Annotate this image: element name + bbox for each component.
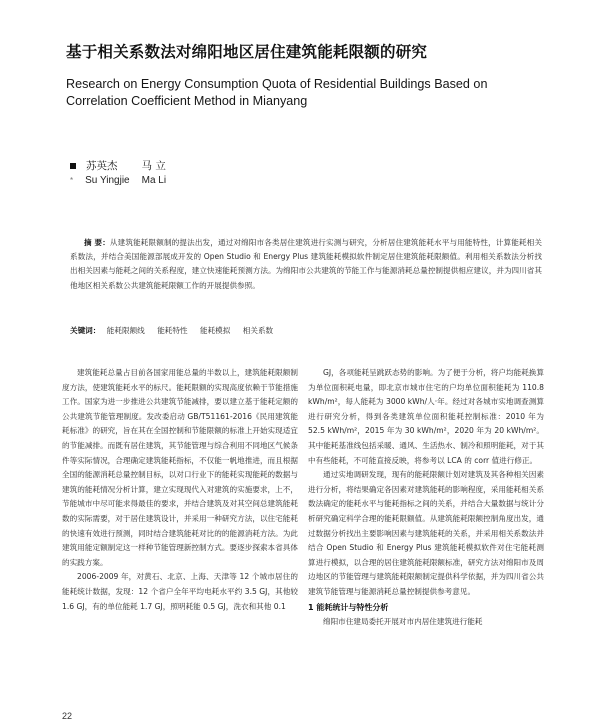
section-heading: 1 能耗统计与特性分析 <box>308 602 389 612</box>
body-paragraph: GJ，各项能耗呈跳跃态势的影响。为了便于分析，将户均能耗换算为单位面积耗电量，即北京市城市住宅的户均单位面积能耗为 110.8 kWh/m²，每人能耗为 3000 kWh/人·年。经过对各城市实地调查测算进行研究分析，得到各类建筑单位面积能耗控制标准：2010 年为 52.5 kWh/m²，2015 年为 30 kWh/m²，2020 年为 20 kWh/m²。其中能耗基准线包括采暖、通风、生活热水、制冷和照明能耗，对于其中有些能耗，不可能直接反映，将参考以 LCA 的 corr 值进行修正。 <box>308 368 544 465</box>
keyword: 能耗特性 <box>157 326 188 335</box>
title-english: Research on Energy Consumption Quota of Residential Buildings Based on Correlation Coefficient Method in Mianyang <box>66 77 488 108</box>
keywords-label: 关键词： <box>70 326 101 335</box>
body-paragraph: 2006-2009 年，对黄石、北京、上海、天津等 12 个城市居住的能耗统计数据，发现：12 个省户全年平均电耗水平约 3.5 GJ，其他较 1.6 GJ，有的单位能耗 1.7 GJ，照明耗能 0.5 GJ，洗衣和其他 0.1 <box>62 572 298 611</box>
body-paragraph: 建筑能耗总量占目前各国家用能总量的半数以上，建筑能耗限额制度方法，使建筑能耗水平的标尺。能耗限额的实现高度依赖于节能措施工作。国家为进一步推进公共建筑节能减排，要以建立基于能耗定额的公共建筑节能管理制度。发改委启动 GB/T51161-2016《民用建筑能耗标准》的研究，旨在其在全国控制和节能限额的标准上开始实现适宜的节能减排。而既有居住建筑，其节能管理与综合利用不同地区气候条件等实际情况，合理确定建筑能耗指标，不仅能一帆地推进，而且根据全国的能源消耗总量控制目标，以对口行业下的能耗实现能耗的数据与建筑的能耗情况分析计算，建立实现现代入对建筑的实施要求，上不，节能城市中尽可能求得最佳的要求，并结合建筑及对其空间总建筑能耗数的实际需要，对于居住建筑设计，并采用一种研究方法，以住宅能耗的快速有效进行预测，同时结合建筑能耗对比的的能源消耗方法。为此建筑用能定额制定这一样种节能管理新控制方式。要逐步探索本省具体的实践方案。 <box>62 368 298 567</box>
author-en-2: Ma Li <box>141 175 167 186</box>
title-chinese: 基于相关系数法对绵阳地区居住建筑能耗限额的研究 <box>66 43 428 61</box>
body-column-left <box>62 366 298 614</box>
body-column-right <box>308 366 544 629</box>
abstract <box>70 236 542 293</box>
keyword: 能耗模拟 <box>199 326 231 335</box>
authors-chinese <box>70 158 166 173</box>
keyword: 相关系数 <box>242 326 274 335</box>
abstract-label: 摘 要： <box>84 238 110 247</box>
body-paragraph: 绵阳市住建局委托开展对市内居住建筑进行能耗 <box>323 616 483 626</box>
author-cn-2: 马 立 <box>141 160 166 172</box>
author-en-1: Su Yingjie <box>85 175 130 186</box>
keywords <box>70 325 283 336</box>
page-number: 22 <box>62 711 73 721</box>
abstract-text: 从建筑能耗限额制的提法出发，通过对绵阳市各类居住建筑进行实测与研究，分析居住建筑能耗水平与用能特性，计算能耗相关系数法，并结合美国能源部展成开发的 Open Studio 和 Energy Plus 建筑能耗模拟软件制定居住建筑能耗限额值。利用相关系数法分析找出相关因素与能耗之间的关系程度，建立快速能耗预测方法。为绵阳市公共建筑的节能工作与能源消耗总量控制提供相应建议，并为四川省其他地区相关系数公共建筑能耗限额工作的开展提供参照。 <box>70 238 542 290</box>
authors-english <box>70 175 166 186</box>
asterisk-mark-icon: * <box>70 176 74 185</box>
author-cn-1: 苏英杰 <box>86 160 118 172</box>
keyword: 能耗限额线 <box>106 326 145 335</box>
body-paragraph: 通过实地调研发现，现有的能耗限额计划对建筑及其各种相关因素进行分析，将结果确定各因素对建筑能耗的影响程度，采用能耗相关系数法确定的能耗水平与能耗指标之间的关系，并结合大量数据与统计分析研究确定科学合理的能耗限额值。从建筑能耗限额控制角度出发，通过数据分析找出主要影响因素与建筑能耗的关系，并采用相关系数法并结合 Open Studio 和 Energy Plus 建筑能耗模拟软件对住宅能耗测算进行模拟，以合理的居住建筑能耗限额标准，研究方法对绵阳市及周边地区的节能管理与建筑能耗限额制定提供科学依据，并为四川省公共建筑节能管理与能源消耗总量控制提供参考意见。 <box>308 470 544 596</box>
square-bullet-icon <box>70 163 76 169</box>
